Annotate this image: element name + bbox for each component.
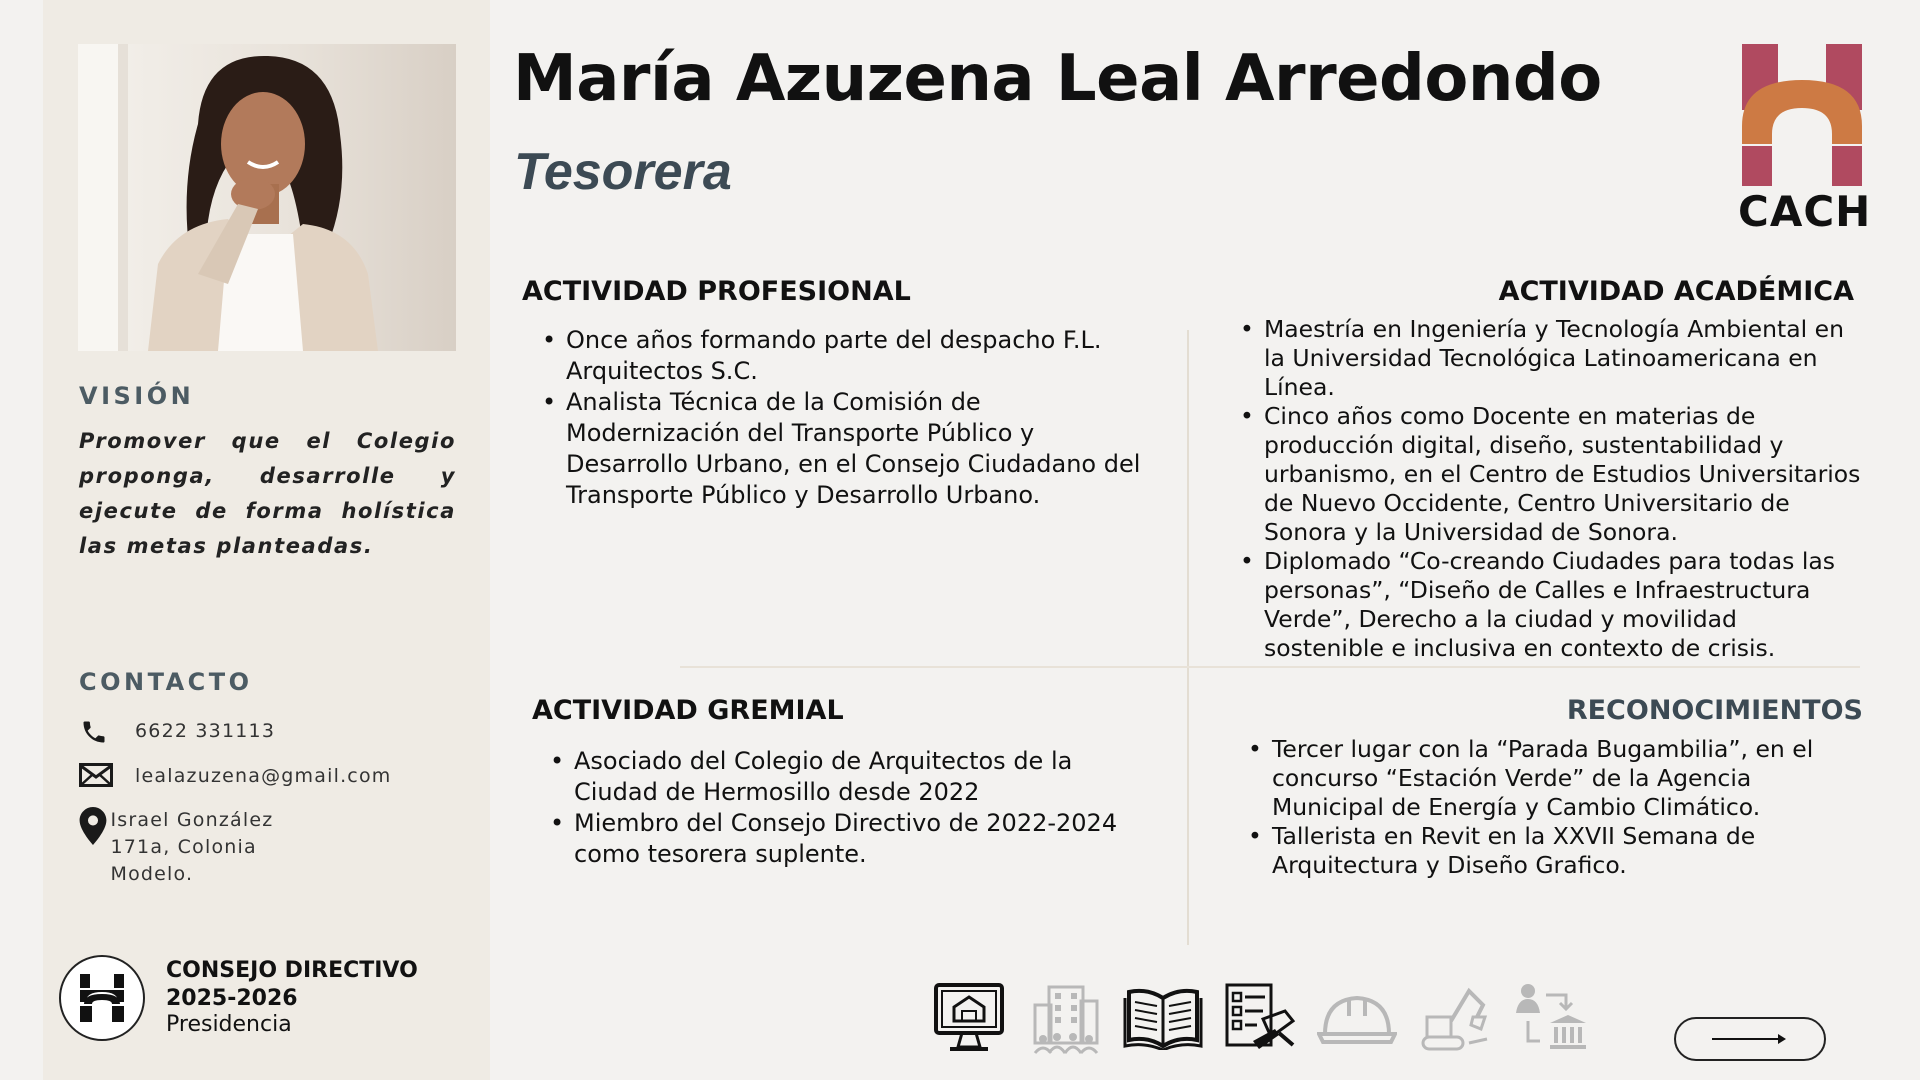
person-institution-icon[interactable] [1502, 980, 1599, 1055]
list-item: • Analista Técnica de la Comisión de Modernización del Transporte Público y Desarrollo Urbano, en el Consejo Ciudadano del Transporte Público y Desarrollo Urbano. [540, 387, 1150, 511]
section-title-reconocimientos: RECONOCIMIENTOS [1566, 695, 1863, 726]
council-info [166, 957, 418, 1037]
list-item: • Once años formando parte del despacho F.L. Arquitectos S.C. [540, 325, 1150, 387]
next-arrow-button[interactable] [1674, 1017, 1826, 1061]
cach-logo-mark-icon [1738, 44, 1866, 186]
list-profesional [540, 325, 1150, 511]
arrow-right-icon [1710, 1033, 1790, 1045]
email-text: lealazuzena@gmail.com [135, 765, 392, 787]
brand-text: CACH [1738, 187, 1872, 236]
address-text: Israel González 171a, Colonia Modelo. [110, 809, 274, 885]
mail-icon [79, 763, 135, 793]
checklist-tools-icon[interactable] [1211, 980, 1308, 1055]
cach-round-logo [59, 955, 145, 1041]
list-gremial [548, 746, 1148, 870]
list-reconocimientos [1246, 735, 1866, 880]
monitor-house-icon[interactable] [920, 980, 1017, 1055]
person-role: Tesorera [514, 143, 732, 201]
hard-hat-icon[interactable] [1308, 980, 1405, 1055]
phone-text: 6622 331113 [135, 720, 276, 742]
list-item: • Cinco años como Docente en materias de producción digital, diseño, sustentabilidad y urbanismo, en el Centro de Estudios Universitarios de Nuevo Occidente, Centro Universitario de Sonora y la Universidad de Sonora. [1238, 402, 1863, 547]
list-item: • Miembro del Consejo Directivo de 2022-2024 como tesorera suplente. [548, 808, 1148, 870]
contact-address [79, 807, 339, 888]
bottom-icon-strip [920, 980, 1599, 1055]
contact-email[interactable] [79, 763, 391, 793]
list-item: • Tercer lugar con la “Parada Bugambilia”, en el concurso “Estación Verde” de la Agencia Municipal de Energía y Cambio Climático. [1246, 735, 1866, 822]
list-item: • Asociado del Colegio de Arquitectos de la Ciudad de Hermosillo desde 2022 [548, 746, 1148, 808]
council-years: 2025-2026 [166, 986, 298, 1011]
buildings-people-icon[interactable] [1017, 980, 1114, 1055]
location-pin-icon [79, 807, 110, 837]
list-item: • Tallerista en Revit en la XXVII Semana de Arquitectura y Diseño Grafico. [1246, 822, 1866, 880]
list-item: • Maestría en Ingeniería y Tecnología Ambiental en la Universidad Tecnológica Latinoamericana en Línea. [1238, 315, 1863, 402]
council-title: CONSEJO DIRECTIVO [166, 958, 418, 983]
vertical-divider [1187, 330, 1189, 945]
contact-phone[interactable] [79, 718, 275, 748]
cach-brand-logo [1738, 44, 1872, 236]
section-title-profesional: ACTIVIDAD PROFESIONAL [522, 276, 911, 307]
excavator-icon[interactable] [1405, 980, 1502, 1055]
section-title-academica: ACTIVIDAD ACADÉMICA [1498, 276, 1854, 307]
list-academica [1238, 315, 1863, 663]
open-book-icon[interactable] [1114, 980, 1211, 1055]
list-item: • Diplomado “Co-creando Ciudades para todas las personas”, “Diseño de Calles e Infraestructura Verde”, Derecho a la ciudad y movilidad sostenible e inclusiva en contexto de crisis. [1238, 547, 1863, 663]
profile-photo [78, 44, 456, 351]
contact-heading: CONTACTO [79, 668, 253, 696]
vision-text: Promover que el Colegio proponga, desarrolle y ejecute de forma holística las metas planteadas. [79, 429, 456, 558]
phone-icon [79, 718, 135, 748]
sidebar [43, 0, 490, 1080]
section-title-gremial: ACTIVIDAD GREMIAL [532, 695, 844, 726]
vision-heading: VISIÓN [79, 382, 195, 410]
person-name: María Azuzena Leal Arredondo [513, 42, 1602, 116]
horizontal-divider [680, 666, 1860, 668]
council-subtitle: Presidencia [166, 1012, 292, 1037]
